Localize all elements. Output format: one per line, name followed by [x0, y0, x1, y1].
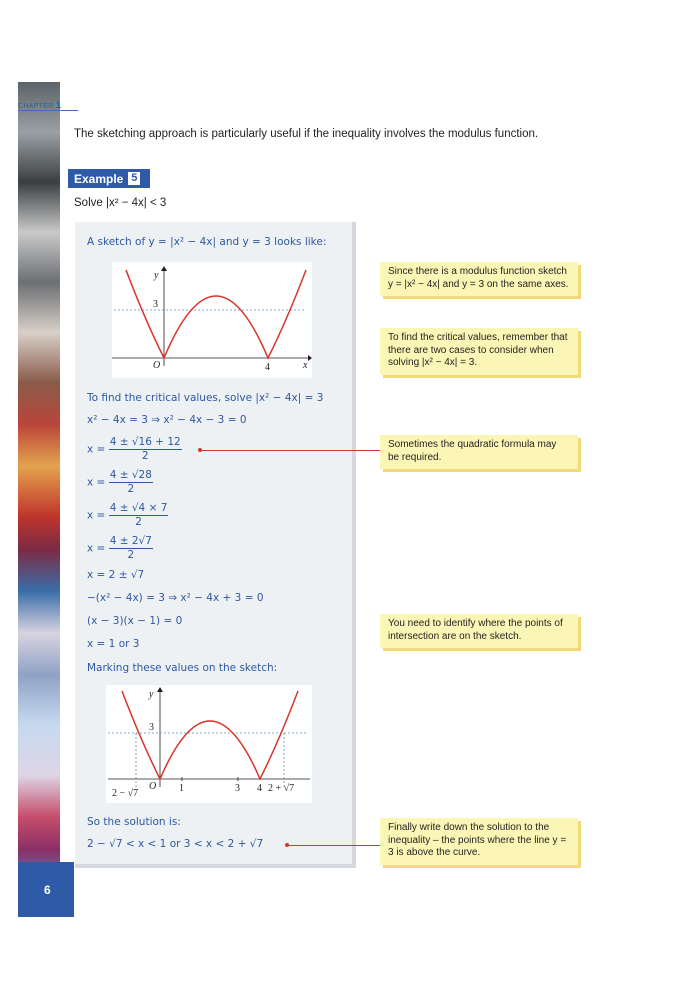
fraction	[109, 535, 153, 562]
x-equals: x =	[87, 509, 106, 522]
numerator: 4 ± √4 × 7	[109, 502, 168, 514]
denominator: 2	[127, 549, 135, 561]
chapter-number: 1	[55, 100, 62, 110]
example-task: Solve |x² − 4x| < 3	[74, 197, 167, 209]
leader-line-1	[200, 450, 380, 451]
graph2-one-label: 1	[179, 783, 184, 794]
graph1-y-label: y	[154, 270, 159, 281]
graph1-origin: O	[153, 360, 161, 371]
page-number: 6	[44, 883, 51, 897]
graph2-origin: O	[149, 781, 157, 792]
graph2-three-tick-label: 3	[235, 783, 240, 794]
graph2-y-label: y	[149, 689, 154, 700]
fraction	[109, 436, 182, 463]
formula-step-2	[87, 469, 153, 496]
note-two-cases: To find the critical values, remember that there are two cases to consider when solving |x² − 4x| = 3.	[380, 328, 578, 375]
leader-line-2	[287, 845, 380, 846]
y-axis-arrow-icon	[161, 266, 167, 271]
note-quadratic-formula: Sometimes the quadratic formula may be required.	[380, 435, 578, 469]
equation-case-2: −(x² − 4x) = 3 ⇒ x² − 4x + 3 = 0	[87, 592, 264, 604]
y-axis-arrow-icon	[157, 687, 163, 692]
chapter-heading	[18, 100, 61, 110]
graph2-right-root-label: 2 + √7	[268, 783, 295, 794]
formula-step-1	[87, 436, 182, 463]
example-label: Example	[74, 171, 124, 186]
formula-step-4	[87, 535, 153, 562]
fraction	[109, 469, 153, 496]
marking-intro: Marking these values on the sketch:	[87, 662, 278, 674]
formula-step-3	[87, 502, 168, 529]
note-sketch: Since there is a modulus function sketch y = |x² − 4x| and y = 3 on the same axes.	[380, 262, 578, 296]
modulus-curve	[126, 270, 306, 358]
sketch-graph-2	[106, 685, 312, 803]
x-axis-arrow-icon	[308, 355, 312, 361]
chapter-label: CHAPTER	[18, 103, 54, 110]
graph2-four-label: 4	[257, 783, 262, 794]
denominator: 2	[135, 516, 142, 528]
note-final-solution: Finally write down the solution to the inequality – the points where the line y = 3 is above the curve.	[380, 818, 578, 865]
solution-intro: So the solution is:	[87, 816, 181, 828]
denominator: 2	[127, 483, 135, 495]
x-equals: x =	[87, 443, 106, 456]
example-badge	[68, 169, 150, 188]
modulus-curve	[122, 691, 298, 779]
example-number: 5	[128, 172, 140, 185]
graph2-three-label: 3	[149, 722, 154, 733]
factorised-equation: (x − 3)(x − 1) = 0	[87, 615, 183, 627]
numerator: 4 ± 2√7	[109, 535, 152, 547]
x-equals: x =	[87, 476, 106, 489]
graph1-four-label: 4	[265, 362, 270, 373]
sketch-intro: A sketch of y = |x² − 4x| and y = 3 looks like:	[87, 236, 327, 248]
numerator: 4 ± √16 + 12	[109, 436, 181, 448]
solution: 2 − √7 < x < 1 or 3 < x < 2 + √7	[87, 838, 264, 850]
graph2-left-root-label: 2 − √7	[112, 788, 139, 799]
critical-intro: To find the critical values, solve |x² − 4x| = 3	[87, 392, 324, 404]
decorative-photo-strip	[18, 82, 60, 917]
result-case-1: x = 2 ± √7	[87, 569, 145, 581]
intro-paragraph: The sketching approach is particularly useful if the inequality involves the modulus function.	[74, 128, 539, 140]
graph1-three-label: 3	[153, 299, 158, 310]
graph1-x-label: x	[303, 360, 308, 371]
numerator: 4 ± √28	[109, 469, 152, 481]
note-intersections: You need to identify where the points of intersection are on the sketch.	[380, 614, 578, 648]
x-equals: x =	[87, 542, 106, 555]
sketch-graph-1	[112, 262, 312, 378]
fraction	[109, 502, 169, 529]
result-case-2: x = 1 or 3	[87, 638, 140, 650]
denominator: 2	[141, 450, 149, 462]
chapter-rule	[18, 110, 78, 111]
equation-case-1: x² − 4x = 3 ⇒ x² − 4x − 3 = 0	[87, 414, 247, 426]
